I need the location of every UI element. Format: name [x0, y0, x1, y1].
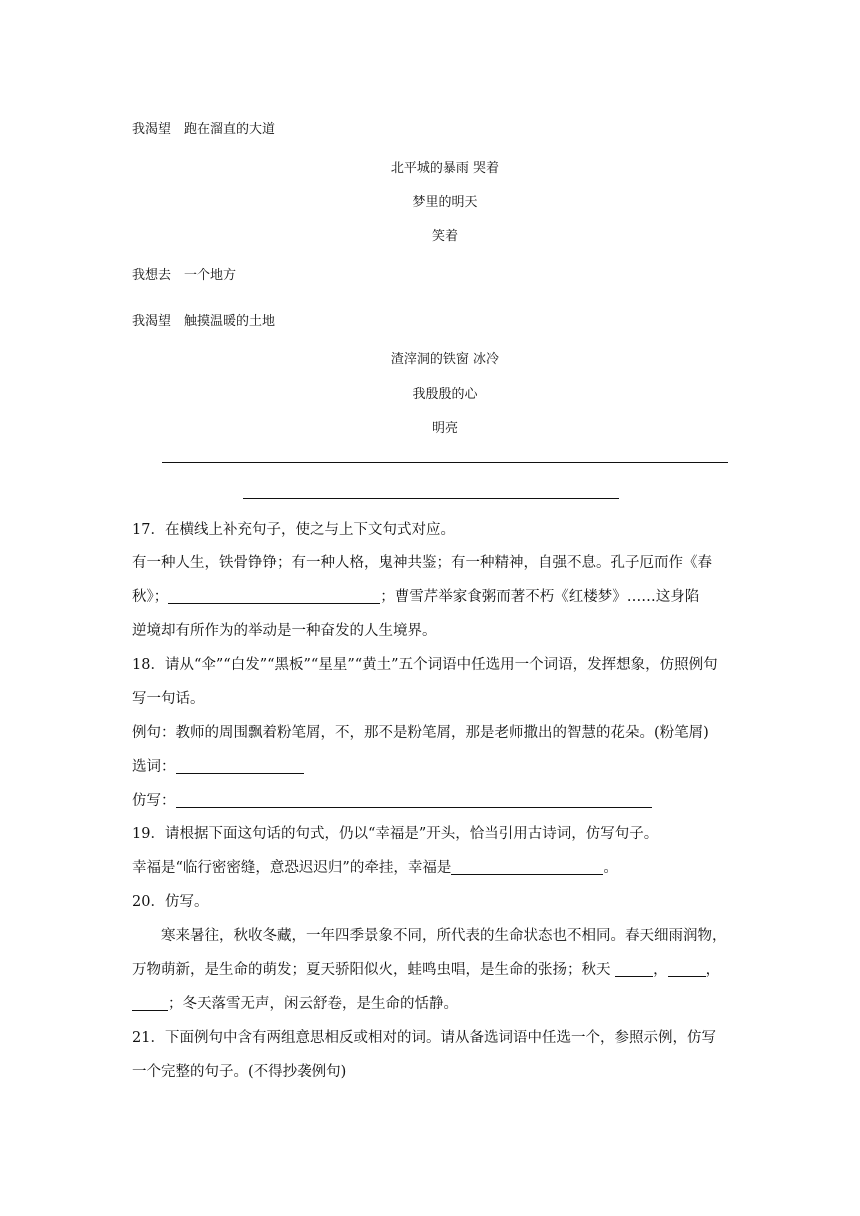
q18-example: 例句：教师的周围飘着粉笔屑，不，那不是粉笔屑，那是老师撒出的智慧的花朵。(粉笔屑)	[132, 725, 709, 741]
q17-text-2	[132, 585, 699, 606]
q18-choose-blank[interactable]	[176, 758, 304, 774]
q19-text-b: 。	[603, 860, 618, 876]
q20-text-2a: 万物萌新，是生命的萌发；夏天骄阳似火，蛙鸣虫唱，是生命的张扬；秋天	[132, 962, 611, 978]
q20-blank-2[interactable]	[668, 961, 706, 977]
q21-title-2: 一个完整的句子。(不得抄袭例句)	[132, 1064, 347, 1080]
poem-line-2: 北平城的暴雨 哭着	[390, 161, 500, 176]
q19-text	[132, 856, 618, 877]
answer-line-2[interactable]	[243, 498, 619, 499]
poem-line-9: 明亮	[431, 421, 458, 436]
q17-text-1: 有一种人生，铁骨铮铮；有一种人格，鬼神共鉴；有一种精神，自强不息。孔子厄而作《春	[132, 555, 712, 571]
poem-line-4: 笑着	[431, 229, 458, 244]
q17-text-2b: ；曹雪芹举家食粥而著不朽《红楼梦》……这身陷	[380, 589, 700, 605]
q18-write-row	[132, 789, 652, 810]
q18-write-label: 仿写：	[132, 793, 176, 809]
q19-text-a: 幸福是“临行密密缝，意恐迟迟归”的牵挂，幸福是	[132, 860, 452, 876]
q18-choose-label: 选词：	[132, 759, 176, 775]
q20-text-1: 寒来暑往，秋收冬藏，一年四季景象不同，所代表的生命状态也不相同。春天细雨润物，	[161, 928, 727, 944]
q20-title: 20．仿写。	[132, 894, 209, 910]
q20-comma-1: ，	[653, 962, 668, 978]
poem-line-5: 我想去 一个地方	[132, 268, 237, 283]
q19-title: 19．请根据下面这句话的句式，仍以“幸福是”开头，恰当引用古诗词，仿写句子。	[132, 826, 659, 842]
q17-blank[interactable]	[168, 588, 380, 604]
answer-line-1[interactable]	[162, 462, 728, 463]
poem-line-8: 我殷殷的心	[412, 387, 478, 402]
q20-blank-3[interactable]	[132, 995, 168, 1011]
q18-write-blank[interactable]	[176, 792, 652, 808]
q20-text-3a: ；冬天落雪无声，闲云舒卷，是生命的恬静。	[168, 996, 458, 1012]
poem-line-7: 渣滓洞的铁窗 冰冷	[390, 352, 500, 367]
q18-title-2: 写一句话。	[132, 691, 205, 707]
q17-text-2a: 秋》；	[132, 589, 169, 605]
q18-choose-row	[132, 755, 304, 776]
q20-text-2	[132, 958, 720, 979]
q17-text-3: 逆境却有所作为的举动是一种奋发的人生境界。	[132, 623, 437, 639]
poem-line-6: 我渴望 触摸温暖的土地	[132, 314, 276, 329]
q21-title-1: 21．下面例句中含有两组意思相反或相对的词。请从备选词语中任选一个，参照示例，仿写	[132, 1030, 716, 1046]
q17-title: 17．在横线上补充句子，使之与上下文句式对应。	[132, 522, 455, 538]
q20-blank-1[interactable]	[615, 961, 653, 977]
q18-title-1: 18．请从“伞”“白发”“黑板”“星星”“黄土”五个词语中任选用一个词语，发挥想象，仿照例句	[132, 657, 718, 673]
q20-text-3	[132, 992, 458, 1013]
q20-comma-2: ，	[705, 962, 721, 978]
poem-line-3: 梦里的明天	[412, 195, 478, 210]
q19-blank[interactable]	[451, 859, 603, 875]
poem-line-1: 我渴望 跑在溜直的大道	[132, 122, 276, 137]
